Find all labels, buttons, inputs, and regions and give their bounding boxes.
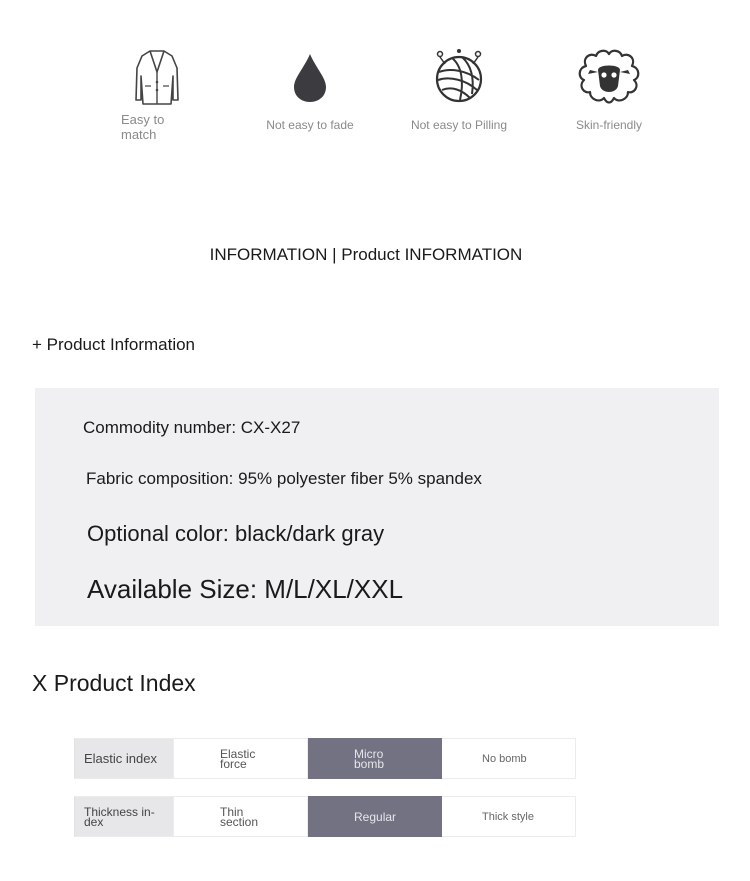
index-row-label: Elastic index [74,738,174,779]
index-option-text: Micro bomb [354,746,385,771]
product-information-heading: + Product Information [32,335,196,354]
feature-label: Not easy to Pilling [410,118,508,132]
available-size: Available Size: M/L/XL/XXL [87,574,404,604]
feature-icons-row [0,0,750,160]
index-option-text: No bomb [482,752,527,765]
index-option [442,738,576,779]
feature-label: Skin-friendly [575,118,643,132]
feature-not-easy-to-pilling [400,46,518,132]
feature-label: Not easy to fade [266,118,354,132]
feature-label: Easy to match [121,112,165,142]
information-title: INFORMATION | Product INFORMATION [209,245,523,264]
index-option-selected [308,738,442,779]
fabric-composition: Fabric composition: 95% polyester fiber 5% spandex [86,469,482,488]
commodity-number: Commodity number: CX-X27 [83,418,301,437]
product-information-panel [35,388,719,626]
index-row-label [74,796,174,837]
coat-icon [133,48,181,106]
feature-not-easy-to-fade [250,52,370,132]
index-row-label-text: Thickness in-dex [84,804,155,829]
index-option [174,796,308,837]
index-option-text: Thick style [482,810,534,823]
sheep-icon [574,48,644,106]
elastic-index-row [74,738,576,779]
feature-skin-friendly [560,48,658,132]
optional-color: Optional color: black/dark gray [87,521,385,546]
yarn-ball-icon [432,46,486,106]
index-option [442,796,576,837]
product-index-heading: X Product Index [32,670,196,696]
index-option-selected [308,796,442,837]
water-drop-icon [290,52,330,104]
index-option [174,738,308,779]
index-option-text: Regular [354,809,397,824]
index-option-text: Thin section [220,804,259,829]
feature-easy-to-match [121,48,201,142]
index-option-text: Elastic force [220,746,256,771]
thickness-index-row [74,796,576,837]
